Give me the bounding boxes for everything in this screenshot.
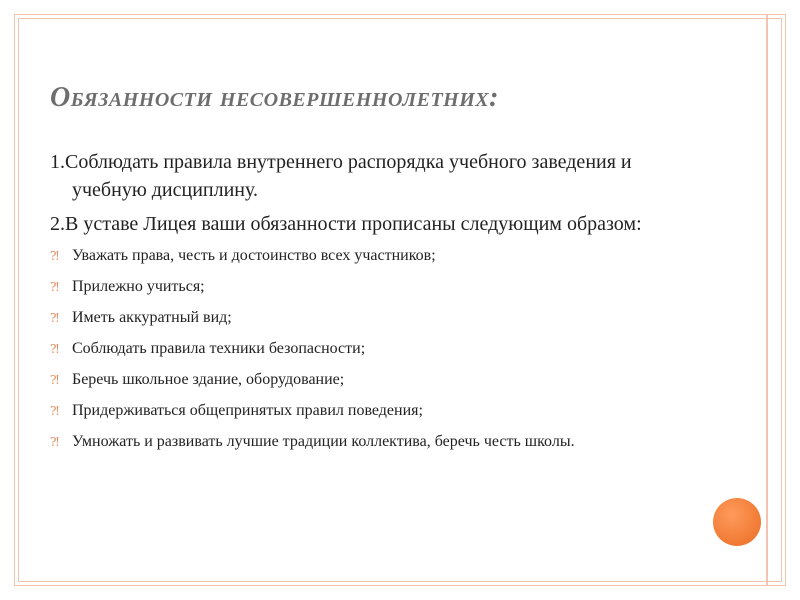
slide-content [50,148,660,461]
bullet-icon: ⁈ [50,249,60,263]
bullet-text: Беречь школьное здание, оборудование; [72,371,345,388]
numbered-item: 1.Соблюдать правила внутреннего распорядка учебного заведения и учебную дисциплину. [50,151,632,201]
bullet-item [50,244,660,268]
bullet-icon: ⁈ [50,342,60,356]
bullet-text: Умножать и развивать лучшие традиции коллектива, беречь честь школы. [72,433,575,450]
bullet-text: Прилежно учиться; [72,278,205,295]
decorative-circle [713,498,761,546]
bullet-item [50,337,660,361]
slide-title: Обязанности несовершеннолетних: [50,82,499,113]
bullet-icon: ⁈ [50,311,60,325]
bullet-text: Уважать права, честь и достоинство всех участников; [72,247,436,264]
bullet-item [50,275,660,299]
bullet-icon: ⁈ [50,435,60,449]
bullet-icon: ⁈ [50,280,60,294]
numbered-item: 2.В уставе Лицея ваши обязанности прописаны следующим образом: [50,213,642,235]
bullet-item [50,399,660,423]
bullet-item [50,430,660,454]
bullet-text: Иметь аккуратный вид; [72,309,232,326]
bullet-text: Соблюдать правила техники безопасности; [72,340,366,357]
bullet-list [50,244,660,454]
bullet-text: Придерживаться общепринятых правил поведения; [72,402,423,419]
side-stripe [766,14,768,586]
bullet-item [50,368,660,392]
bullet-icon: ⁈ [50,404,60,418]
bullet-icon: ⁈ [50,373,60,387]
bullet-item [50,306,660,330]
